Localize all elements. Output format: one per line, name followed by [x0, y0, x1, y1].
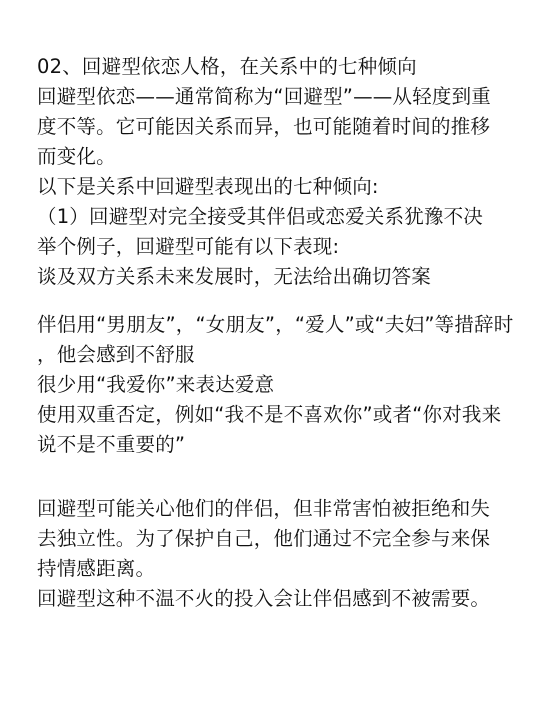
example-line-3: 很少用“我爱你”来表达爱意: [37, 373, 275, 396]
example-line-2: ，他会感到不舒服: [37, 343, 195, 366]
intro-line-1: 回避型依恋——通常简称为“回避型”——从轻度到重: [37, 85, 492, 108]
point-1-heading: （1）回避型对完全接受其伴侣或恋爱关系犹豫不决: [37, 205, 484, 228]
intro-line-2: 度不等。它可能因关系而异，也可能随着时间的推移: [37, 115, 491, 138]
section-title: 02、回避型依恋人格，在关系中的七种倾向: [37, 55, 417, 78]
point-1-line-2: 举个例子，回避型可能有以下表现:: [37, 235, 340, 258]
explanation-line-4: 回避型这种不温不火的投入会让伴侣感到不被需要。: [37, 587, 491, 610]
intro-line-3: 而变化。: [37, 145, 116, 168]
document-body: [37, 52, 517, 614]
intro-paragraph: [37, 82, 517, 202]
explanation-line-2: 去独立性。为了保护自己，他们通过不完全参与来保: [37, 527, 491, 550]
example-line-4: 使用双重否定，例如“我不是不喜欢你”或者“你对我来: [37, 403, 502, 426]
point-1-line-3: 谈及双方关系未来发展时，无法给出确切答案: [37, 265, 432, 288]
explanation-block: [37, 494, 517, 614]
point-1-block: [37, 202, 517, 292]
explanation-line-1: 回避型可能关心他们的伴侣，但非常害怕被拒绝和失: [37, 497, 491, 520]
example-line-1: 伴侣用“男朋友”，“女朋友”，“爱人”或“夫妇”等措辞时: [37, 313, 514, 336]
examples-block: [37, 310, 517, 460]
intro-line-4: 以下是关系中回避型表现出的七种倾向:: [37, 175, 379, 198]
explanation-line-3: 持情感距离。: [37, 557, 156, 580]
example-line-5: 说不是不重要的”: [37, 433, 186, 456]
